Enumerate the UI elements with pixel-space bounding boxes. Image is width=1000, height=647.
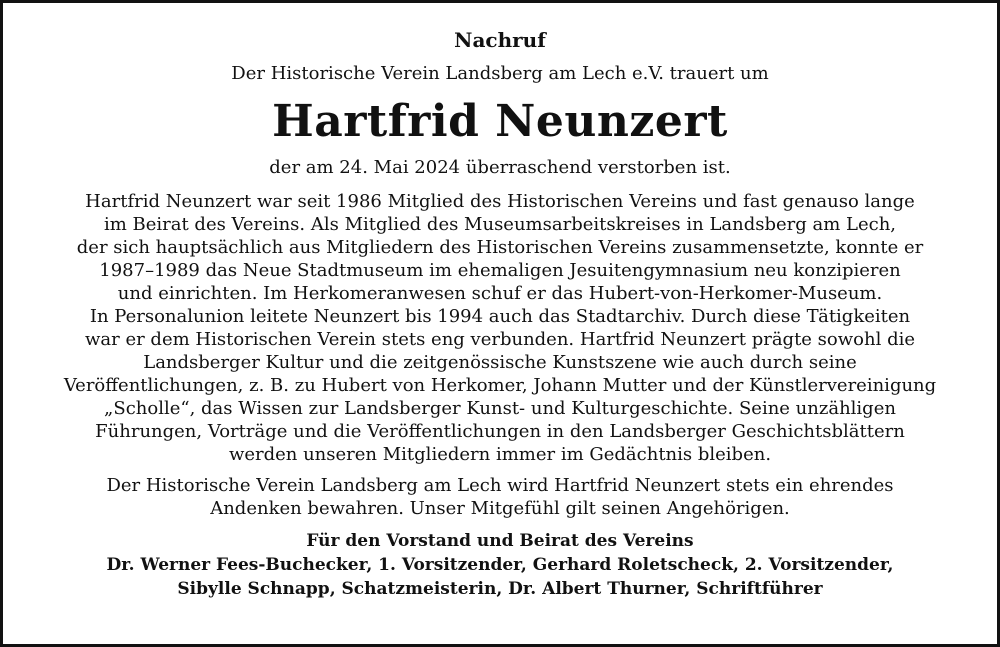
signature-names: Sibylle Schnapp, Schatzmeisterin, Dr. Albert Thurner, Schriftführer (177, 579, 823, 599)
body-line: Landsberger Kultur und die zeitgenössische Kunstszene wie auch durch seine (143, 352, 857, 373)
body-line: Hartfrid Neunzert war seit 1986 Mitglied des Historischen Vereins und fast genauso lange (85, 191, 915, 212)
body-line: In Personalunion leitete Neunzert bis 1994 auch das Stadtarchiv. Durch diese Tätigkeiten (89, 306, 911, 327)
body-line: Veröffentlichungen, z. B. zu Hubert von Herkomer, Johann Mutter und der Künstlervereinigung (63, 375, 937, 396)
body-line: und einrichten. Im Herkomeranwesen schuf er das Hubert-von-Herkomer-Museum. (117, 283, 883, 304)
closing-line: Der Historische Verein Landsberg am Lech wird Hartfrid Neunzert stets ein ehrendes (106, 475, 894, 496)
deceased-name: Hartfrid Neunzert (272, 96, 728, 147)
signature-heading: Für den Vorstand und Beirat des Vereins (306, 531, 694, 551)
closing-line: Andenken bewahren. Unser Mitgefühl gilt seinen Angehörigen. (210, 498, 790, 519)
notice-intro: Der Historische Verein Landsberg am Lech e.V. trauert um (231, 63, 769, 84)
notice-heading: Nachruf (454, 28, 546, 52)
body-line: werden unseren Mitgliedern immer im Gedächtnis bleiben. (228, 444, 772, 465)
body-line: der sich hauptsächlich aus Mitgliedern des Historischen Vereins zusammensetzte, konnte er (76, 237, 924, 258)
body-line: war er dem Historischen Verein stets eng verbunden. Hartfrid Neunzert prägte sowohl die (84, 329, 915, 350)
signature-names: Dr. Werner Fees-Buchecker, 1. Vorsitzender, Gerhard Roletscheck, 2. Vorsitzender, (106, 555, 894, 575)
body-line: im Beirat des Vereins. Als Mitglied des Museumsarbeitskreises in Landsberg am Lech, (103, 214, 897, 235)
body-line: 1987–1989 das Neue Stadtmuseum im ehemaligen Jesuitengymnasium neu konzipieren (99, 260, 901, 281)
death-date-line: der am 24. Mai 2024 überraschend verstorben ist. (269, 157, 731, 178)
body-line: Führungen, Vorträge und die Veröffentlichungen in den Landsberger Geschichtsblättern (95, 421, 905, 442)
body-line: „Scholle“, das Wissen zur Landsberger Kunst- und Kulturgeschichte. Seine unzähligen (104, 398, 896, 419)
